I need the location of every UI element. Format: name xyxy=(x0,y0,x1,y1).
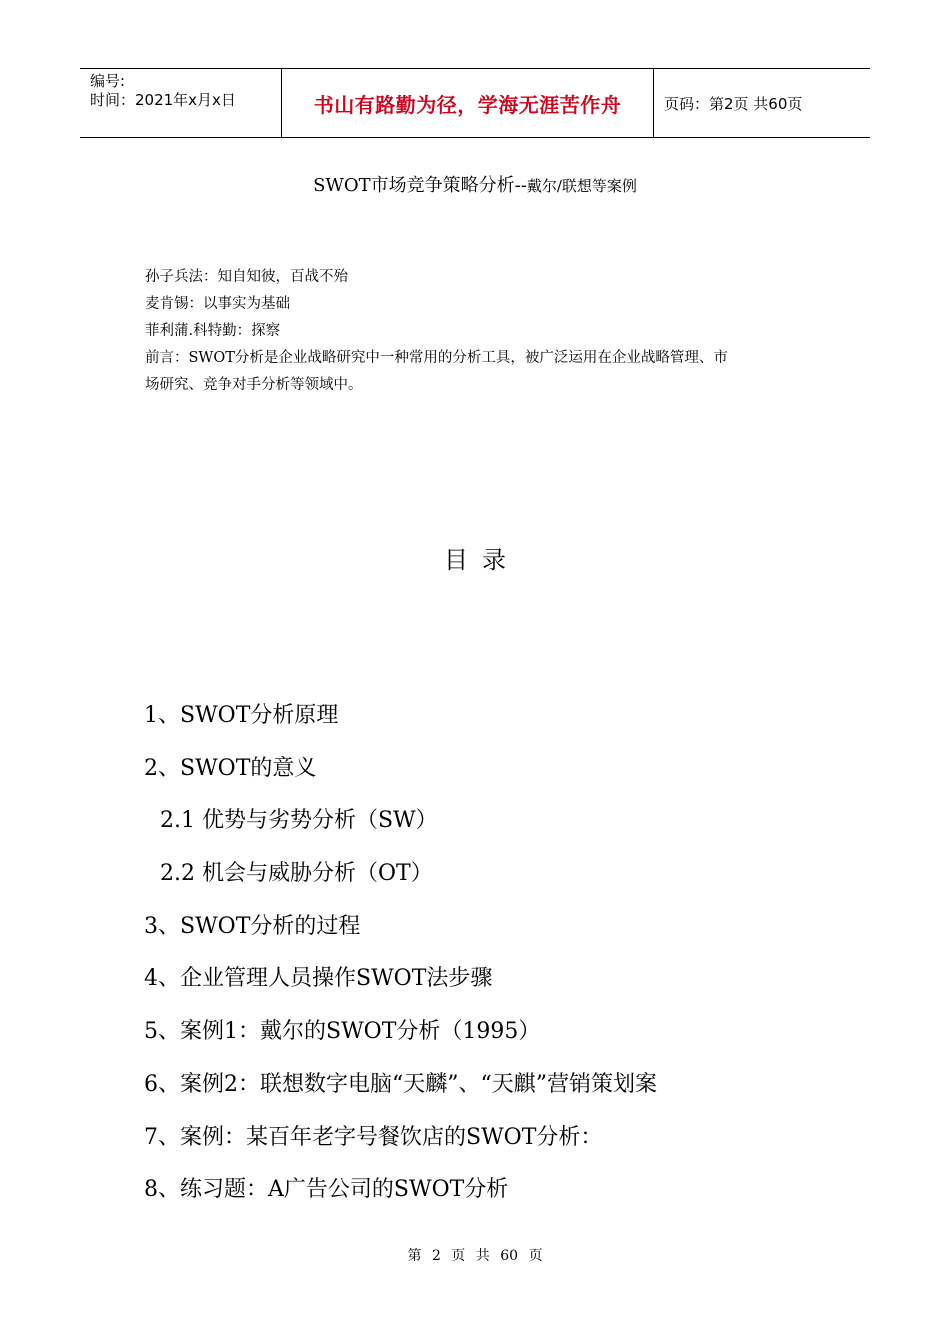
intro-line: 场研究、竞争对手分析等领域中。 xyxy=(145,377,363,393)
toc-item: 1、SWOT分析原理 xyxy=(144,703,339,728)
intro-line: 前言：SWOT分析是企业战略研究中一种常用的分析工具，被广泛运用在企业战略管理、市 xyxy=(145,350,728,366)
intro-line: 菲利蒲.科特勤：探察 xyxy=(145,323,281,339)
toc-list xyxy=(144,697,657,1224)
toc-item: 8、练习题：A广告公司的SWOT分析 xyxy=(144,1177,509,1203)
page-footer: 第 2 页 共 60 页 xyxy=(407,1248,543,1264)
toc-item: 4、企业管理人员操作SWOT法步骤 xyxy=(144,966,493,992)
toc-item: 3、SWOT分析的过程 xyxy=(144,913,361,939)
document-title-main: SWOT市场竞争策略分析-- xyxy=(313,175,527,196)
serial-label: 编号: xyxy=(90,72,126,90)
toc-item: 6、案例2：联想数字电脑“天麟”、“天麒”营销策划案 xyxy=(144,1071,657,1097)
date-label: 时间：2021年x月x日 xyxy=(90,91,236,109)
toc-subitem: 2.2 机会与威胁分析（OT） xyxy=(160,861,433,887)
header-meta xyxy=(80,69,281,137)
intro-line: 孙子兵法：知自知彼，百战不殆 xyxy=(145,269,348,285)
toc-heading: 目录 xyxy=(444,546,520,574)
document-title xyxy=(0,174,950,198)
header-page-label: 页码：第2页 共60页 xyxy=(664,94,803,113)
intro-line: 麦肯锡：以事实为基础 xyxy=(145,296,290,312)
toc-subitem: 2.1 优势与劣势分析（SW） xyxy=(160,808,438,834)
toc-item: 5、案例1：戴尔的SWOT分析（1995） xyxy=(144,1019,541,1045)
toc-item: 2、SWOT的意义 xyxy=(144,755,317,781)
intro-section xyxy=(145,264,815,399)
header-motto: 书山有路勤为径，学海无涯苦作舟 xyxy=(281,69,654,137)
document-title-sub: 戴尔/联想等案例 xyxy=(526,177,637,195)
page-header xyxy=(80,68,870,138)
toc-item: 7、案例：某百年老字号餐饮店的SWOT分析： xyxy=(144,1124,603,1150)
